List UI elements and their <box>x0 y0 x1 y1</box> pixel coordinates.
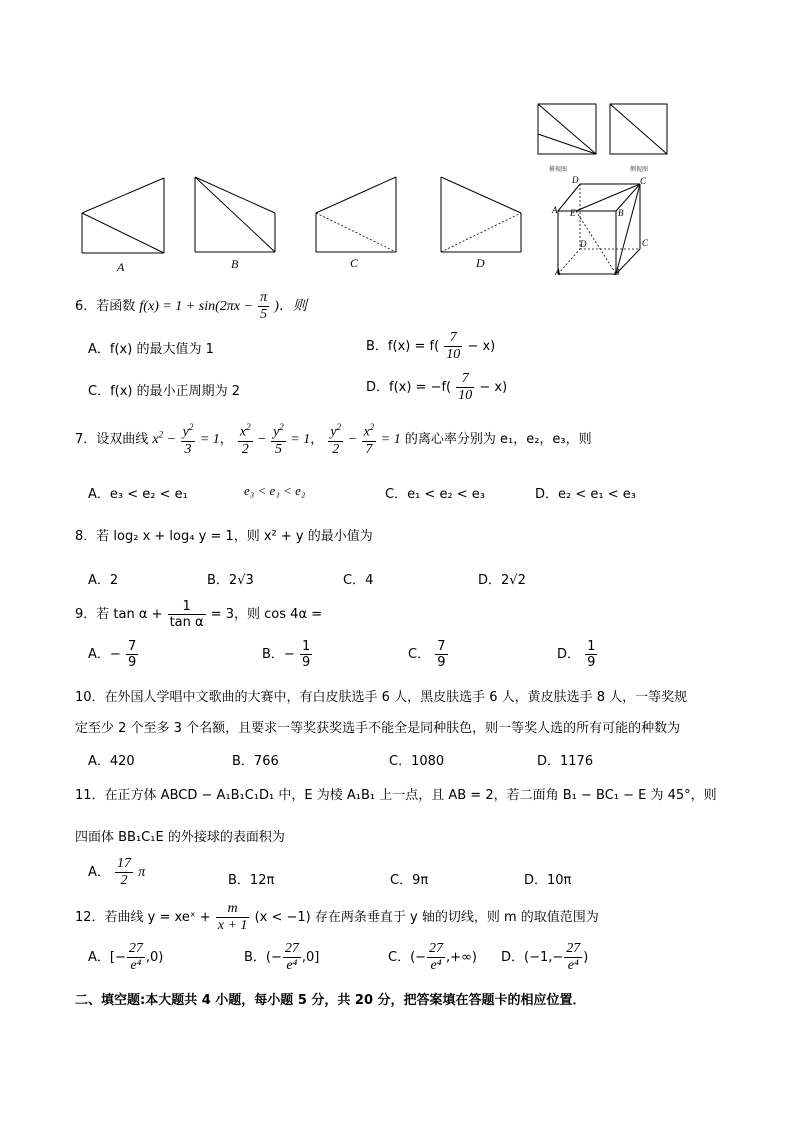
q9-a-denominator: 9 <box>127 655 137 670</box>
cube-label-A: A <box>555 267 561 277</box>
q6-b-numerator: 7 <box>444 331 462 347</box>
q11-option-a <box>88 857 145 888</box>
q8-option-a: A．2 <box>88 573 119 588</box>
q12-option-d-suffix: ) <box>583 950 589 965</box>
q9-stem <box>75 600 322 629</box>
q12-option-b-suffix: ,0] <box>301 950 320 965</box>
q11-option-a-prefix: A． <box>88 865 110 880</box>
cube-label-C1: C <box>640 176 647 186</box>
q7-hyperbola-1: $x^2$ − $\frac{y^2}{3}$ = 1 <box>152 422 220 457</box>
q8-option-b: B．2√3 <box>207 573 254 588</box>
q9-d-denominator: 9 <box>587 655 596 670</box>
option-figure-a <box>82 176 166 256</box>
q9-c-denominator: 9 <box>437 655 446 670</box>
q12-frac-denominator: x + 1 <box>217 918 248 933</box>
q9-frac-numerator: 1 <box>168 600 206 615</box>
q9-option-c-prefix: C． <box>408 647 431 662</box>
cube-label-A1: A <box>552 205 558 215</box>
q6-d-denominator: 10 <box>458 388 473 403</box>
q6-option-a: A．f(x) 的最大值为 1 <box>88 342 214 357</box>
q10-option-d: D．1176 <box>537 754 594 769</box>
q11-option-c: C．9π <box>390 873 429 888</box>
q6-option-b-frac <box>444 331 462 362</box>
q7-hyperbola-3: $\frac{y^2}{2}$ − $\frac{x^2}{7}$ = 1 <box>330 422 401 457</box>
cube-label-B1: B <box>618 208 624 218</box>
q12-option-d-prefix: D．(−1,− <box>501 950 564 965</box>
q9-stem-frac <box>168 600 206 629</box>
section-2-heading: 二、填空题:本大题共 4 小题，每小题 5 分，共 20 分，把答案填在答题卡的相应位置． <box>75 993 586 1008</box>
q9-b-denominator: 9 <box>301 655 311 670</box>
right-view-caption: 侧视图 <box>630 166 649 173</box>
cube-label-C: C <box>642 238 649 248</box>
q9-option-b-frac <box>300 640 312 669</box>
q7-option-d: D．e₂ < e₁ < e₃ <box>535 487 636 502</box>
q11-a-denominator: 2 <box>120 873 128 888</box>
q9-stem-prefix: 9．若 tan α + <box>75 607 163 622</box>
q11-option-a-suffix: π <box>138 865 146 880</box>
q6-option-b-suffix: − x) <box>467 339 496 354</box>
q6-stem-prefix: 6．若函数 <box>75 299 136 314</box>
q6-d-numerator: 7 <box>456 372 474 388</box>
q12-a-denominator: e⁴ <box>130 958 142 973</box>
q12-d-denominator: e⁴ <box>567 958 579 973</box>
q9-b-numerator: 1 <box>301 639 311 654</box>
q12-stem-suffix: (x < −1) 存在两条垂直于 y 轴的切线，则 m 的取值范围为 <box>254 910 599 925</box>
q7-stem-prefix: 7．设双曲线 <box>75 432 149 448</box>
q12-option-a-prefix: A．[− <box>88 950 126 965</box>
q6-option-b-prefix: B．f(x) = f( <box>366 339 440 354</box>
q10-option-c: C．1080 <box>389 754 445 769</box>
option-figure-c <box>316 175 398 255</box>
q12-option-a <box>88 942 163 973</box>
q11-option-a-frac <box>115 857 133 888</box>
q9-option-c <box>408 640 449 669</box>
q11-a-numerator: 17 <box>117 856 132 871</box>
q9-stem-suffix: = 3，则 cos 4α = <box>210 607 323 622</box>
q10-option-b: B．766 <box>232 754 279 769</box>
q11-option-d: D．10π <box>524 873 572 888</box>
q8-option-d: D．2√2 <box>478 573 526 588</box>
q12-option-b-prefix: B．(− <box>244 950 282 965</box>
q9-option-b-prefix: B．− <box>262 647 295 662</box>
three-view-figure-left <box>538 104 598 164</box>
q12-frac-numerator: m <box>216 902 250 918</box>
q12-d-numerator: 27 <box>566 941 581 956</box>
q7-stem: 7．设双曲线 $x^2$ − $\frac{y^2}{3}$ = 1， $\frac{x^2}{2}$ − $\frac{y^2}{5}$ = 1， $\frac{y^2}{2}$ − $\frac{x^2}{7}$ = 1 的离心率分别为 e₁，e₂，e₃，则 <box>75 422 592 457</box>
q6-stem-suffix: )．则 <box>274 299 307 314</box>
q12-c-numerator: 27 <box>429 941 444 956</box>
q12-option-b <box>244 942 319 973</box>
q9-c-numerator: 7 <box>437 639 446 654</box>
cube-label-D: D <box>580 239 587 249</box>
q6-option-b <box>366 331 495 362</box>
q6-stem-func: f(x) = 1 + sin(2πx − <box>139 299 253 314</box>
option-figure-d-label: D <box>476 256 485 270</box>
q9-option-d <box>557 640 598 669</box>
option-figure-a-label: A <box>117 260 125 274</box>
cube-label-B: B <box>614 267 620 277</box>
q6-option-d-prefix: D．f(x) = −f( <box>366 380 452 395</box>
q6-frac-numerator: π <box>260 290 268 305</box>
q10-line-1: 10．在外国人学唱中文歌曲的大赛中，有白皮肤选手 6 人，黑皮肤选手 6 人，黄皮肤选手 8 人，一等奖规 <box>75 690 688 705</box>
q6-option-d-suffix: − x) <box>479 380 508 395</box>
option-figure-d <box>441 175 523 255</box>
q12-option-c-suffix: ,+∞) <box>446 950 477 965</box>
cube-label-D1: D <box>572 175 579 185</box>
q6-b-denominator: 10 <box>446 347 461 362</box>
option-figure-b <box>195 175 277 255</box>
q9-option-a <box>88 640 139 669</box>
q12-option-b-frac <box>283 942 301 973</box>
q9-frac-denominator: tan α <box>169 615 204 630</box>
three-view-figure-right <box>610 104 670 164</box>
left-view-caption: 俯视图 <box>549 166 568 173</box>
q6-option-d <box>366 372 507 403</box>
q11-option-b: B．12π <box>228 873 275 888</box>
q6-option-c: C．f(x) 的最小正周期为 2 <box>88 384 241 399</box>
q6-stem <box>75 291 307 322</box>
q9-option-d-prefix: D． <box>557 647 581 662</box>
q12-stem <box>75 902 599 933</box>
q12-stem-prefix: 12．若曲线 y = xeˣ + <box>75 910 211 925</box>
cube-figure <box>548 174 658 284</box>
q11-line-1: 11．在正方体 ABCD − A₁B₁C₁D₁ 中，E 为棱 A₁B₁ 上一点，且 AB = 2，若二面角 B₁ − BC₁ − E 为 45°，则 <box>75 788 717 803</box>
q9-option-c-frac <box>435 640 447 669</box>
q12-option-d <box>501 942 588 973</box>
q6-option-d-frac <box>456 372 474 403</box>
q8-option-c: C．4 <box>343 573 374 588</box>
q9-option-a-frac <box>126 640 138 669</box>
q7-option-c: C．e₁ < e₂ < e₃ <box>385 487 486 502</box>
q6-stem-frac <box>258 291 269 322</box>
q12-stem-frac <box>216 902 250 933</box>
q7-hyperbola-2: $\frac{x^2}{2}$ − $\frac{y^2}{5}$ = 1 <box>239 422 311 457</box>
q7-stem-suffix: 的离心率分别为 e₁，e₂，e₃，则 <box>404 432 592 448</box>
q10-line-2: 定至少 2 个至多 3 个名额，且要求一等奖获奖选手不能全是同种肤色，则一等奖人选的所有可能的种数为 <box>75 721 681 736</box>
q12-option-d-frac <box>564 942 582 973</box>
q12-option-c <box>388 942 477 973</box>
q6-frac-denominator: 5 <box>260 307 268 322</box>
q9-a-numerator: 7 <box>127 639 137 654</box>
q9-option-a-prefix: A．− <box>88 647 121 662</box>
q7-option-b: e₃ < e₁ < e₂ <box>244 483 306 498</box>
option-figure-c-label: C <box>350 256 359 270</box>
q10-option-a: A．420 <box>88 754 135 769</box>
q9-d-numerator: 1 <box>587 639 596 654</box>
q12-option-a-suffix: ,0) <box>145 950 164 965</box>
q12-option-c-prefix: C．(− <box>388 950 427 965</box>
q12-b-numerator: 27 <box>284 941 299 956</box>
q7-option-a: A．e₃ < e₂ < e₁ <box>88 487 188 502</box>
q8-stem: 8．若 log₂ x + log₄ y = 1，则 x² + y 的最小值为 <box>75 529 373 544</box>
q9-option-b <box>262 640 313 669</box>
option-figure-b-label: B <box>231 257 239 271</box>
q12-c-denominator: e⁴ <box>430 958 442 973</box>
q12-b-denominator: e⁴ <box>286 958 298 973</box>
q12-a-numerator: 27 <box>128 941 143 956</box>
q11-line-2: 四面体 BB₁C₁E 的外接球的表面积为 <box>75 830 285 845</box>
q9-option-d-frac <box>585 640 597 669</box>
q12-option-a-frac <box>127 942 145 973</box>
cube-label-E: E <box>570 208 576 218</box>
q12-option-c-frac <box>427 942 445 973</box>
